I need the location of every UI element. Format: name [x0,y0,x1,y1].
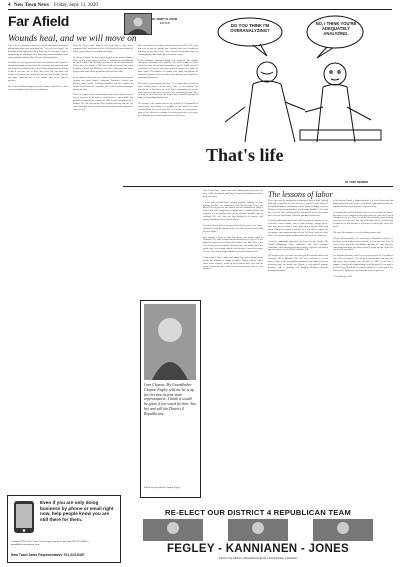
thats-life-column-3: to his lips and Randy, a Baptist preacher. I've since discovered that Baptist preachers often have a wide hustle, apparently because the Baptists don't like their preachers to get too curly. I remember the first hot half day when we were outside the station. My arms were so exhausted from nerves that the entire day I feared I might lose the air. Then, we loaded them and they were heading some more ties up to the line, but as the day trod on, everyone had to squat on the job and after a few hours we had to give up for the break. The end of the summer, we were walking wooden ribs. We got efficient quickly—we moved up to 70 bundles in a day—so the boss, an old dragline from Colorado, cut our pay from 15 to 10 cents a tie per guard after the dragline got paid. As I said, you learn some things along the way about yourself, people and the world. He was a devil; not a devil. I've forgotten his name, but if it ever comes back to me, I'm going to drive out to Evergreen, CO, and go in and ask him if the pay was still better than anything else out there in 1980, or too bad. I suppose I could send a simple thing by telling myself I was paid to get hired, but I'd still like to push the point of it on his grave. I've learned a lot, but I haven't perfected the art of forgiveness. © Tony Bender, 2020 [333,200,393,278]
page-header [8,0,392,9]
thats-life-rule [123,186,393,187]
far-afield-byline-role: EDITOR [160,22,170,25]
candidate-photo-icon [228,519,288,541]
clayton-ad-box [140,300,201,498]
far-afield-column-3: More news those who explored the pain and fear on 9/11. They used that fear to pass an agenda that wouldn't have been considered seriously at any other time. They wanted our national unity by chasing ghosts while letting the real villains escape. In the meantime, important things were forgotten. The military emergency responders who rushed to the scene headless of their own safety have had to fight desperately to get the health care they would have received in any other civilized country as a matter of basic rights. The families of victims who spoke out against the disastrous measures that were taken after that day were ignored or sometimes demonized. We became a sad country after Sept. 11, a country that was sick at heart. Finally, after a decade and a half, we are healing. The resentments of that horror are dead. Their organizations are on the ropes and are being routed out to the few remaining holdouts. But, all in all, of our servicemen and women have returned home and no longer fear spreading deployment. We became a sad country and we are healing. It is impossible to entirely heal old wounds. It is possible to heal and not let those wounds dictate the rest of your life. As a people, we are healing. I hope we are allowed to continue recovering and move on to meet the challenges of the future without fear in our hearts. [138,45,198,117]
candidate-photo-icon [313,519,373,541]
child-photo-icon [144,304,196,380]
editorial-cartoon [205,12,391,144]
clayton-photo [144,304,196,380]
thats-life-byline: BY TONY BENDER [345,181,369,184]
page-number: 4 [8,3,11,8]
cartoon-caption-right: NO, I THINK YOU'RE ADEQUATELY ANALYZING. [315,21,357,36]
thats-life-column-1: Over Labor Day I spent some time thinking about the jobs I've done, skills I developed, and things I learned, including how much a body can endure. I never had a Huckleberry sawdust bedtime, hauling or rock-picking, but there was satisfaction when that last load of hay was hauled, the hay mowed was packed, and the frustration of losing a load of hay while navigating a cowpath with a wobbly flatbed, was forgotten. As for picking rocks on our Grandpa Jordahl's farm in Goddard, ND, well, they just kept holding to the surface each spring. Satisfaction never entered into it. I learned how to drive a tractor, build and fix fences, feed calves, and how to wash the bottom of the cow when an ornery heifer had me in its sights. One summer I hired on with Tom Stein, who farmed north of Frederick, ND, and I became convinced that his new Case 1070 was about the most powerful tractor that could ever be built. Now, when I see one they just look small. I buried it once, and another time beat up the dog I was towing behind a disc because I turned too sharp. For that, I received a tongue lashing of merciless but deserved. I discovered I liked cutting and raking hay and swathing barley despite the irritation of having to replace broken sections with a chisel when someone wised up and decided rivets were not the answer. It gave me time to think, but it was too long a drive to clear my head. [203,190,263,271]
cartoon-caption-left: DO YOU THINK I'M OVERANALYZING? [230,23,270,33]
far-afield-headline: Wounds heal, and we will move on [8,34,137,44]
promo-text: Even if you are only doing business by phone or email right now, help people know you are still there for them. [40,500,114,522]
phone-icon [11,500,37,534]
candidate-photo-icon [143,519,203,541]
clayton-caption: I am Clayton, My Grandfather Clayton Fegley tells me he is up for election at your state representative. I think it would be great if you voted for him. You bet and will the District 4 Republicans. [144,383,196,416]
thats-life-headline: The lessons of labor [268,190,333,199]
promo-contact: Contact NTN at New Town News to get your ad on the map 701-627-4829 or ntnads@newtownnews.com [11,540,89,547]
issue-date: Friday, Sept. 11, 2020 [54,3,98,8]
promo-footer: New Town Sales Representative 701-223-6397 [11,553,85,557]
header-rule [8,9,392,10]
promo-phone-art [11,500,37,534]
reelect-photos [143,519,373,541]
reelect-headline: RE-ELECT OUR DISTRICT 4 REPUBLICAN TEAM [165,508,351,517]
reelect-ad [123,508,393,560]
publication-name: New Town News [14,3,50,8]
far-afield-title: Far Afield [8,13,70,29]
reelect-paid-for: Paid for by District 4 Republican Party, Chuck Walen, Chairman [219,556,297,560]
columnist-photo-icon [125,14,151,34]
thats-life-title: That's life [206,145,284,165]
thats-life-column-2: Then, there was the satisfaction of finishing a field of flash, looking back and seeing that the rows weren't as crooked as the path of a disciplined Johnston, sanctifying a Holt's Jimmy Kettridge nearly to his knees. Hard-working brother, our Grandpa Jordahl, Jr. In a dark hill. I was the chief chicken catcher and general cleaner. It couldn't have been too bad because I still like grandpa's and his son. I learned rudimentary mechanical skills as a grease monkey for the Frederick Conoco station, how to pack bearings, change grease, track tires, and even that it was a good idea to plug the drain plug before filling the crankcase with oil. So I was able to replace the fuel pump, water pump and more on my '64 Chevy, however, these days I no longer recognize anything under the hood, so I outsource. I was the commander that made the boxes for 4g—Schiller Mr. Johnny Millspaugh, Rick Schlensker, and more younger; sometimes, while moving them from a bleak, I figured it out Johnny and let me guess, but I still like with Mrs. Kub. The toughest job I ever had was tearing up the railroad tracks from Aberdeen, SD to Ellendale, ND. One crew consisted of a truck driver, a man on the cherry-picker mounted to the flatbed, and four grown-up guys for buddy Jon Witzka, a rock-and-roll garbage guitarist, with a grinning and dangling Marlboro cigarette permanently affixed [268,200,328,272]
far-afield-byline-name: BY JERRY W. KRAM [152,18,178,21]
clayton-paid-for: Paid for by Friends of Clayton Fegley [144,486,181,489]
far-afield-column-1: I see a lot of comments around the internet and among 'defenders' talking hours that most something like, "we will never forget" the devastation that happened in New York City 19 years ago. I hope it is something we will forget, or at least stop commemorating it fairly soon, probably within another 20 years. Thank goodness. September 11 was a grievous wound to our national soul. It struck at our national image of ourselves at the most powerful nation on earth and a light for freedom seekers. It is a thing about wounds, though, is that if you take care of them, they heal. The sun shone still outside and it may ache during the cold and lonely hours, but the sun, upon, shattering into a new wonder false to the state of memory. One of the healthiest things about the country is that that we have never memorialized our defeats and disasters. [8,45,69,91]
far-afield-column-2: Even the "Lost Cause" myth of the South that we have never maintained the Confederacy for the Civil War not so much about the defeat, but the glory of a war that was fought. We do not celebrate the day of great tragedy in our nation's history. There are few if any services on Nov. 22 dedicated to remembering the day in which John Kennedy was shot or Lincoln's assassination. Nearly there is a person in 2020 that could tell you the date when President Garfield and McKinley were shot. Hurricanes and many people could name all the presidents who have been shot. In my lifetime, there have been many other disasters affecting the country: new space shuttle explosions, Hurricanes Andrew and Katrina, many deadly California wildfires and the eruption of Mount Saint Helens. We remember, but we don't let those memories dictate our lives. There are cultures whose national days mark great defeats and the loss of freedom. Serbs come to mind because a great battle that basically devastated the country in 1389 is still remembered as a holiday. The 700 years people have mourned that day and the 700 years that region of the world has been the tinder that has ignited the flames of war. [73,45,133,111]
columnist-photo [124,13,152,35]
promo-box [7,495,121,563]
reelect-names: FEGLEY - KANNIANEN - JONES [166,543,350,555]
